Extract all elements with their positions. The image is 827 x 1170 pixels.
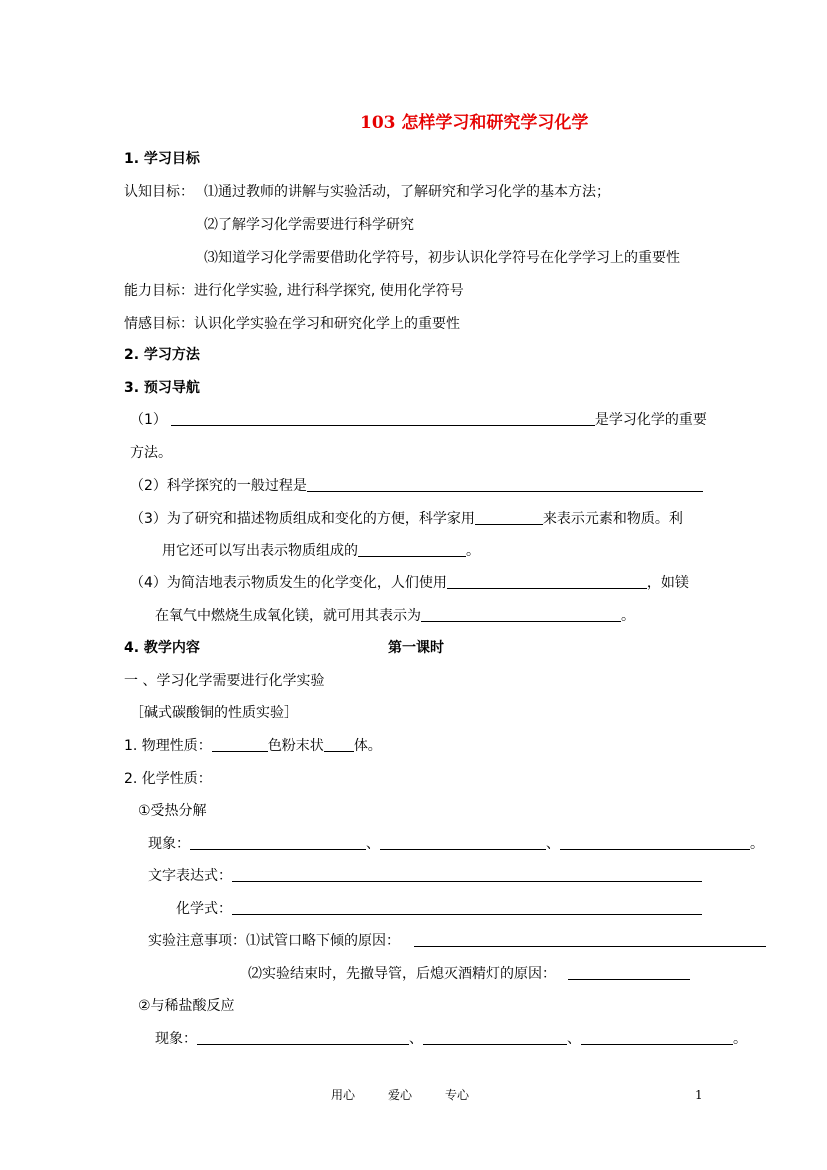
phenomenon2-blank-2[interactable] (423, 1030, 567, 1045)
q4-text-3: 在氧气中燃烧生成氧化镁，就可用其表示为 (155, 608, 421, 624)
phenomenon2-blank-1[interactable] (197, 1030, 409, 1045)
q1-text: 是学习化学的重要 (594, 412, 707, 428)
acid-reaction: ②与稀盐酸反应 (138, 998, 235, 1014)
notes-row-1 (148, 932, 766, 950)
sep-4: 、 (567, 1031, 581, 1047)
heat-decomposition: ①受热分解 (138, 803, 207, 819)
notes-row-2 (248, 965, 690, 983)
notes-label: 实验注意事项：⑴试管口略下倾的原因： (148, 933, 400, 949)
footer-zhuanxin: 专心 (445, 1088, 470, 1102)
preview-q3-cont (162, 542, 480, 560)
formula-blank[interactable] (232, 900, 702, 915)
lesson-label: 第一课时 (388, 640, 444, 656)
q4-text-2: ，如镁 (646, 575, 689, 591)
q2-blank[interactable] (307, 477, 703, 492)
footer-aixin: 爱心 (388, 1088, 413, 1102)
page-title: 103 怎样学习和研究学习化学 (360, 113, 589, 133)
cognitive-goal-label: 认知目标： (124, 184, 194, 200)
cognitive-goal-1: ⑴通过教师的讲解与实验活动，了解研究和学习化学的基本方法； (204, 184, 610, 200)
preview-q2 (130, 477, 703, 495)
preview-q1 (130, 411, 707, 429)
experiment-title: ［碱式碳酸铜的性质实验］ (130, 705, 298, 721)
formula-row (176, 900, 702, 918)
phys-text: 色粉末状 (267, 738, 324, 754)
emotion-goal: 情感目标：认识化学实验在学习和研究化学上的重要性 (124, 316, 460, 332)
word-equation-blank[interactable] (232, 867, 702, 882)
notes-text-2: ⑵实验结束时，先撤导管，后熄灭酒精灯的原因： (248, 966, 556, 982)
q1-blank[interactable] (171, 411, 595, 426)
color-blank[interactable] (212, 737, 268, 752)
notes-blank-1[interactable] (414, 932, 766, 947)
q2-text: （2）科学探究的一般过程是 (130, 478, 307, 494)
chemical-property: 2. 化学性质： (124, 771, 212, 787)
q3-text-3: 用它还可以写出表示物质组成的 (162, 543, 358, 559)
preview-q1-cont: 方法。 (130, 445, 172, 461)
section-4-heading: 4. 教学内容 (124, 640, 200, 656)
cognitive-goal-2: ⑵了解学习化学需要进行科学研究 (204, 217, 414, 233)
notes-blank-2[interactable] (568, 965, 690, 980)
phenomenon-row-2 (155, 1030, 747, 1048)
q3-text-2: 来表示元素和物质。利 (542, 511, 683, 527)
phenomenon-blank-2[interactable] (380, 835, 546, 850)
q3-text: （3）为了研究和描述物质组成和变化的方便，科学家用 (130, 511, 475, 527)
page-number: 1 (695, 1088, 703, 1102)
formula-label: 化学式： (176, 901, 232, 917)
sep-1: 、 (366, 836, 380, 852)
q3-text-4: 。 (466, 543, 480, 559)
preview-q4-cont (155, 607, 635, 625)
word-equation-label: 文字表达式： (148, 868, 232, 884)
q3-blank-2[interactable] (358, 542, 466, 557)
end-mark-2: 。 (733, 1031, 747, 1047)
q1-number: （1） (130, 412, 167, 428)
phenomenon2-blank-3[interactable] (581, 1030, 733, 1045)
preview-q4 (130, 574, 689, 592)
physical-property (124, 737, 382, 755)
q4-blank-1[interactable] (447, 574, 647, 589)
preview-q3 (130, 510, 683, 528)
ability-goal: 能力目标：进行化学实验, 进行科学探究, 使用化学符号 (124, 283, 464, 299)
footer-yongxin: 用心 (331, 1088, 356, 1102)
section-1-heading: 1. 学习目标 (124, 151, 200, 167)
phenomenon-blank-3[interactable] (560, 835, 750, 850)
end-mark: 。 (750, 836, 764, 852)
section-2-heading: 2. 学习方法 (124, 347, 200, 363)
q3-blank-1[interactable] (475, 510, 543, 525)
q4-text: （4）为简洁地表示物质发生的化学变化，人们使用 (130, 575, 447, 591)
phys-label: 1. 物理性质： (124, 738, 212, 754)
q4-blank-2[interactable] (421, 607, 621, 622)
sep-2: 、 (546, 836, 560, 852)
sep-3: 、 (409, 1031, 423, 1047)
section-3-heading: 3. 预习导航 (124, 380, 200, 396)
phenomenon-row (148, 835, 764, 853)
phenomenon-label: 现象： (148, 836, 190, 852)
phenomenon-label-2: 现象： (155, 1031, 197, 1047)
state-blank[interactable] (324, 737, 354, 752)
cognitive-goal-3: ⑶知道学习化学需要借助化学符号，初步认识化学符号在化学学习上的重要性 (204, 250, 680, 266)
part-1-heading: 一 、学习化学需要进行化学实验 (124, 673, 325, 689)
word-equation-row (148, 867, 702, 885)
q4-text-4: 。 (621, 608, 635, 624)
phenomenon-blank-1[interactable] (190, 835, 366, 850)
phys-text-2: 体。 (353, 738, 382, 754)
